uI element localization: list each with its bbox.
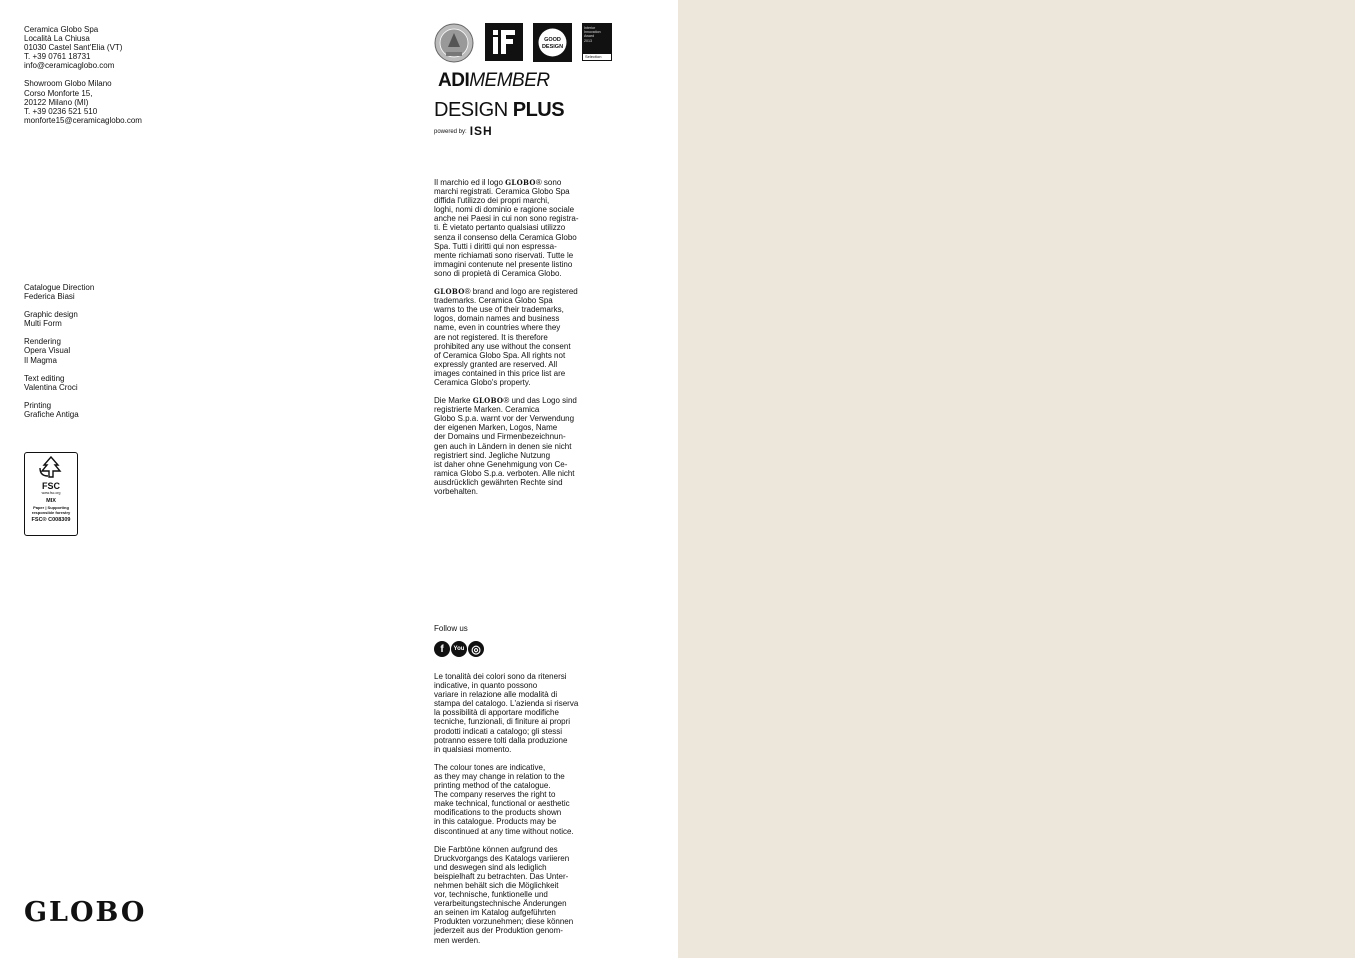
- legal-line: vorbehalten.: [434, 487, 479, 496]
- disclaimer-line: beispielhaft zu betrachten. Das Unter-: [434, 871, 569, 881]
- disclaimer-line: in this catalogue. Products may be: [434, 817, 557, 827]
- legal-line: of Ceramica Globo Spa. All rights not: [434, 350, 566, 360]
- legal-text: ® und das Logo sind: [503, 396, 577, 406]
- disclaimer-line: in qualsiasi momento.: [434, 744, 512, 754]
- disclaimer-line: Produkten vorzunehmen; diese können: [434, 917, 574, 927]
- fsc-badge: [24, 452, 78, 536]
- disclaimer-line: potranno essere tolti dalla produzione: [434, 735, 568, 745]
- credit-role: Text editing: [24, 373, 65, 383]
- legal-line: Ceramica Globo's property.: [434, 377, 531, 387]
- legal-line: ausdrücklich gewährten Rechte sind: [434, 477, 563, 487]
- adi-member-logo: [438, 70, 550, 92]
- legal-line: senza il consenso della Ceramica Globo: [434, 232, 577, 242]
- disclaimer-it: [434, 672, 589, 754]
- contact-line: Località La Chiusa: [24, 34, 90, 44]
- company-contact: [24, 25, 142, 125]
- fsc-code: FSC® C008309: [31, 516, 71, 523]
- disclaimer-line: discontinued at any time without notice.: [434, 826, 574, 836]
- legal-text: Die Marke: [434, 396, 473, 406]
- fsc-site: www.fsc.org: [41, 490, 61, 495]
- disclaimer-en: [434, 763, 589, 836]
- credit-role: Printing: [24, 400, 52, 410]
- award-interior-innovation-icon: [582, 23, 612, 61]
- disclaimer-line: Die Farbtöne können aufgrund des: [434, 844, 558, 854]
- disclaimer-line: stampa del catalogo. L'azienda si riserva: [434, 699, 579, 709]
- credit-name: Valentina Croci: [24, 382, 78, 392]
- social-links: [434, 641, 484, 657]
- iid-selection: Selection: [582, 54, 612, 61]
- legal-line: Globo S.p.a. warnt vor der Verwendung: [434, 414, 575, 424]
- disclaimer-line: printing method of the catalogue.: [434, 781, 551, 791]
- showroom-line: Showroom Globo Milano: [24, 79, 112, 89]
- disclaimer-line: Le tonalità dei colori sono da ritenersi: [434, 672, 567, 681]
- showroom-email[interactable]: monforte15@ceramicaglobo.com: [24, 115, 142, 125]
- globo-logo: GLOBO: [24, 897, 147, 928]
- disclaimer-line: tecniche, funzionali, di finiture ai propri: [434, 717, 571, 727]
- legal-line: gen auch in Ländern in denen sie nicht: [434, 441, 572, 451]
- iid-text: Interior: [584, 26, 596, 30]
- fsc-label: FSC: [42, 480, 60, 491]
- credit-item: [24, 374, 94, 392]
- globo-inline-logo: GLOBO: [505, 178, 536, 187]
- legal-line: mente richiamati sono riservati. Tutte le: [434, 250, 574, 260]
- showroom-line: T. +39 0236 521 510: [24, 106, 98, 116]
- disclaimer-line: an seinen im Katalog aufgeführten: [434, 908, 556, 918]
- globo-inline-logo: GLOBO: [472, 396, 504, 406]
- award-good-design-icon: [533, 23, 572, 62]
- credit-name: Il Magma: [24, 355, 57, 365]
- contact-email[interactable]: info@ceramicaglobo.com: [24, 61, 115, 71]
- credit-name: Federica Biasi: [24, 292, 75, 302]
- disclaimer-line: la possibilità di apportare modifiche: [434, 708, 559, 718]
- design-plus-bold: PLUS: [512, 99, 565, 121]
- facebook-icon[interactable]: f: [434, 641, 450, 657]
- disclaimer-line: variare in relazione alle modalità di: [434, 690, 558, 700]
- disclaimer-line: jederzeit aus der Produktion genom-: [434, 926, 563, 936]
- legal-line: loghi, nomi di dominio e ragione sociale: [434, 205, 575, 215]
- legal-line: marchi registrati. Ceramica Globo Spa: [434, 187, 570, 197]
- legal-line: registriert sind. Jegliche Nutzung: [434, 450, 551, 460]
- globo-inline-logo: GLOBO: [434, 287, 465, 297]
- legal-line: name, even in countries where they: [434, 323, 561, 333]
- legal-line: ist daher ohne Genehmigung von Ce-: [434, 459, 568, 469]
- award-if-icon: [485, 23, 523, 61]
- fsc-desc: Paper | Supporting: [33, 505, 69, 511]
- disclaimer-line: The company reserves the right to: [434, 790, 556, 800]
- credit-role: Catalogue Direction: [24, 283, 95, 292]
- legal-line: sono di propietà di Ceramica Globo.: [434, 268, 562, 278]
- legal-line: images contained in this price list are: [434, 368, 566, 378]
- adi-member: MEMBER: [469, 70, 550, 91]
- right-page-blank: [678, 0, 1355, 958]
- showroom-line: Corso Monforte 15,: [24, 88, 93, 98]
- fsc-desc: responsible forestry: [31, 509, 71, 515]
- credit-item: [24, 337, 94, 364]
- ish-logo: ISH: [469, 124, 493, 138]
- contact-line: 01030 Castel Sant'Elia (VT): [24, 43, 123, 53]
- instagram-icon[interactable]: ◎: [468, 641, 484, 657]
- disclaimer-line: prodotti indicati a catalogo; gli stessi: [434, 726, 563, 736]
- legal-de: [434, 396, 589, 496]
- legal-line: expressly granted are reserved. All: [434, 359, 558, 369]
- legal-it: [434, 178, 589, 278]
- legal-line: diffida l'utilizzo dei propri marchi,: [434, 196, 550, 206]
- legal-line: logos, domain names and business: [434, 314, 560, 324]
- credit-item: [24, 310, 94, 328]
- design-plus-text: DESIGN: [434, 99, 513, 121]
- powered-by: [434, 125, 493, 138]
- disclaimer-de: [434, 845, 589, 945]
- disclaimer-line: men werden.: [434, 935, 481, 945]
- legal-line: anche nei Paesi in cui non sono registra-: [434, 214, 579, 224]
- disclaimer-line: nehmen behält sich die Möglichkeit: [434, 880, 559, 890]
- legal-line: are not registered. It is therefore: [434, 332, 548, 342]
- disclaimer-line: make technical, functional or aesthetic: [434, 799, 570, 809]
- fsc-mix: MIX: [46, 497, 56, 504]
- iid-text: 2013: [584, 38, 592, 43]
- contact-line: T. +39 0761 18731: [24, 52, 91, 62]
- credits: [24, 283, 94, 428]
- legal-line: registrierte Marken. Ceramica: [434, 405, 540, 415]
- legal-text: ® brand and logo are registered: [464, 287, 578, 297]
- legal-line: trademarks. Ceramica Globo Spa: [434, 296, 553, 306]
- legal-line: der Domains und Firmenbezeichnun-: [434, 432, 566, 442]
- credit-name: Grafiche Antiga: [24, 409, 79, 419]
- credit-role: Graphic design: [24, 310, 78, 320]
- credit-role: Rendering: [24, 337, 61, 347]
- legal-line: der eigenen Marken, Logos, Name: [434, 423, 558, 433]
- good-design-text-2: DESIGN: [541, 44, 564, 50]
- disclaimer-line: verarbeitungstechnische Änderungen: [434, 899, 567, 909]
- powered-by-label: powered by:: [434, 129, 467, 135]
- color-disclaimer: [434, 672, 589, 954]
- contact-line: Ceramica Globo Spa: [24, 25, 99, 34]
- showroom-line: 20122 Milano (MI): [24, 97, 89, 107]
- legal-line: ramica Globo S.p.a. verboten. Alle nicht: [434, 468, 575, 478]
- iid-text: Innovation: [584, 30, 601, 35]
- disclaimer-line: indicative, in quanto possono: [434, 681, 538, 691]
- disclaimer-line: Druckvorgangs des Katalogs variieren: [434, 853, 570, 863]
- adi-bold: ADI: [438, 70, 470, 91]
- legal-text: Il marchio ed il logo: [434, 178, 506, 187]
- fsc-tree-icon: [36, 456, 66, 478]
- legal-notice: [434, 178, 589, 505]
- credit-item: [24, 283, 94, 301]
- youtube-icon[interactable]: You: [451, 641, 467, 657]
- awards-row: [434, 23, 614, 63]
- disclaimer-line: vor, technische, funktionelle und: [434, 890, 548, 900]
- legal-line: prohibited any use without the consent: [434, 341, 571, 351]
- disclaimer-line: modifications to the products shown: [434, 808, 562, 818]
- legal-line: ti. È vietato pertanto qualsiasi utilizzo: [434, 223, 566, 233]
- legal-line: immagini contenute nel presente listino: [434, 259, 573, 269]
- legal-line: Spa. Tutti i diritti qui non espressa-: [434, 241, 557, 251]
- disclaimer-line: The colour tones are indicative,: [434, 762, 546, 772]
- design-plus-logo: [434, 98, 564, 122]
- legal-text: ® sono: [535, 178, 562, 187]
- credit-name: Opera Visual: [24, 346, 71, 356]
- iid-text: Award: [584, 34, 595, 39]
- disclaimer-line: as they may change in relation to the: [434, 771, 565, 781]
- disclaimer-line: und deswegen sind als lediglich: [434, 862, 547, 872]
- credit-item: [24, 401, 94, 419]
- legal-line: warns to the use of their trademarks,: [434, 305, 564, 315]
- credit-name: Multi Form: [24, 319, 62, 329]
- follow-us-label: Follow us: [434, 624, 468, 633]
- good-design-text-1: GOOD: [544, 37, 561, 43]
- legal-en: [434, 287, 589, 387]
- award-seal-icon: [434, 23, 474, 63]
